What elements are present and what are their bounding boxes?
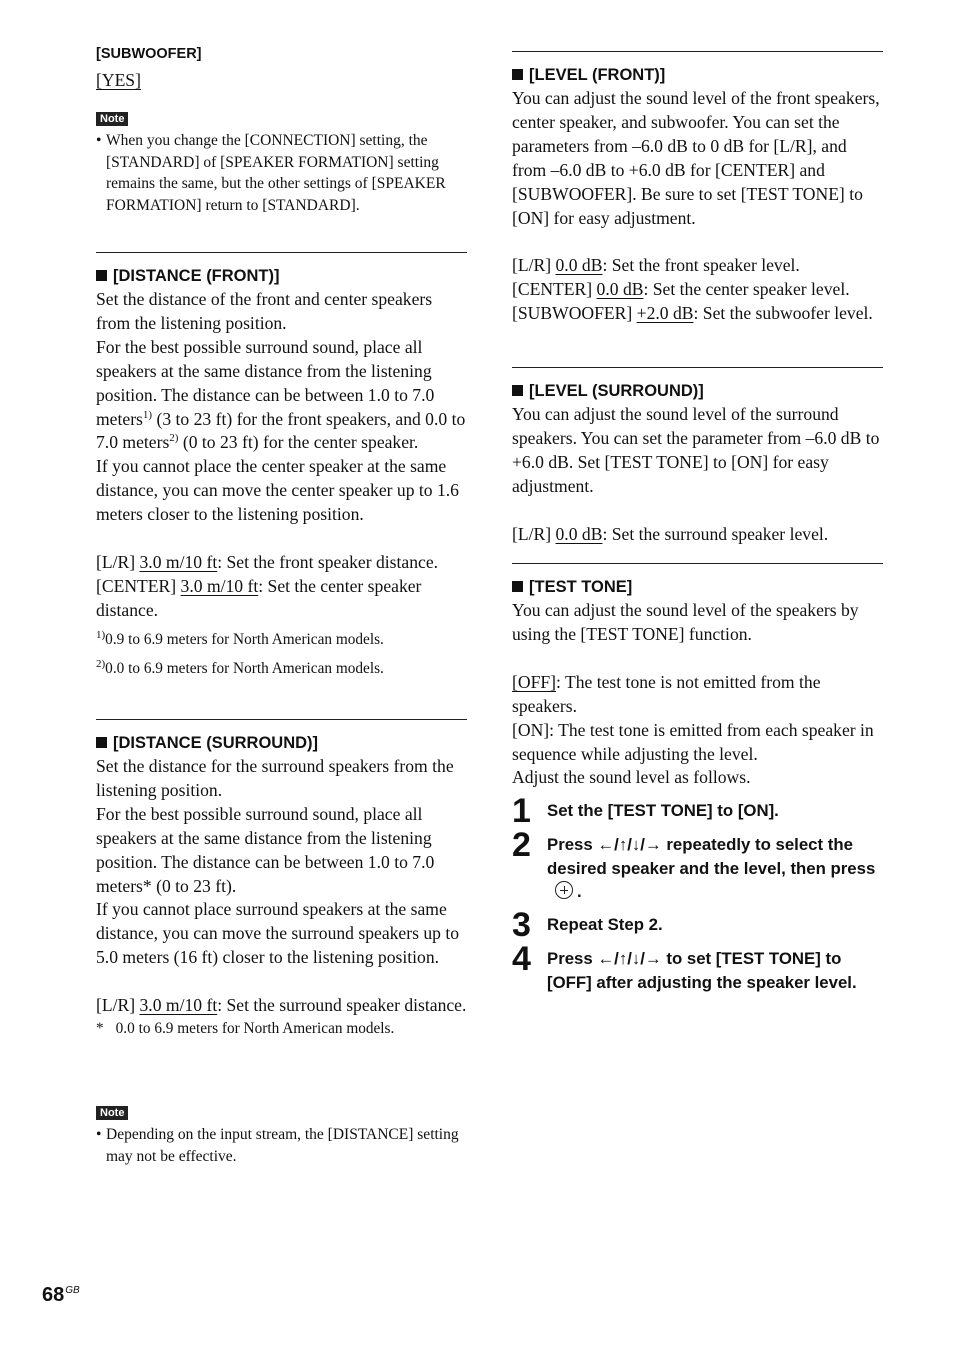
footnote-ref: 1) bbox=[142, 408, 153, 421]
page-number bbox=[42, 1284, 80, 1307]
paragraph: For the best possible surround sound, place all speakers at the same distance from the listening position. The distance can be between 1.0 to 7.0 meters* (0 to 23 ft). bbox=[96, 803, 435, 896]
setting-center bbox=[512, 278, 884, 302]
divider bbox=[512, 563, 883, 564]
setting-lr bbox=[96, 994, 468, 1018]
footnote-star bbox=[96, 1019, 468, 1039]
setting-label: [CENTER] bbox=[96, 575, 181, 596]
divider bbox=[96, 252, 467, 253]
distance-surround-body bbox=[96, 755, 468, 1018]
note-2-text: • Depending on the input stream, the [DISTANCE] setting may not be effective. bbox=[96, 1124, 468, 1167]
paragraph: Set the distance for the surround speakers from the listening position. bbox=[96, 756, 454, 800]
footnote-ref: 2) bbox=[169, 432, 179, 445]
setting-off bbox=[512, 671, 884, 719]
step-text: Set the [TEST TONE] to [ON]. bbox=[547, 801, 779, 820]
level-front-heading bbox=[512, 65, 884, 85]
subwoofer-value: [YES] bbox=[96, 70, 141, 90]
footnote-1 bbox=[96, 630, 468, 650]
paragraph: If you cannot place surround speakers at the same distance, you can move the surround speakers up to 5.0 meters (16 ft) closer to the listening position. bbox=[96, 899, 460, 968]
setting-center bbox=[96, 575, 468, 623]
default-value: 0.0 dB bbox=[555, 523, 603, 544]
text: For the best possible surround sound, place all speakers at the same distance from the listening position. The distance can be between 1.0 to 7.0 meters bbox=[96, 336, 435, 429]
setting-desc: : Set the surround speaker level. bbox=[602, 523, 829, 544]
setting-subwoofer bbox=[512, 302, 884, 326]
level-surround-heading bbox=[512, 381, 884, 401]
square-bullet-icon bbox=[96, 270, 107, 281]
divider bbox=[512, 367, 883, 368]
note-1-text: • When you change the [CONNECTION] setting, the [STANDARD] of [SPEAKER FORMATION] setting remains the same, but the other settings of [SPEAKER FORMATION] return to [STANDARD]. bbox=[96, 130, 468, 216]
default-value: 3.0 m/10 ft bbox=[180, 575, 259, 596]
step-number: 1 bbox=[512, 792, 531, 830]
divider bbox=[512, 51, 883, 52]
level-front-body bbox=[512, 87, 884, 326]
paragraph: You can adjust the sound level of the front speakers, center speaker, and subwoofer. You can set the parameters from –6.0 dB to 0 dB for [L/R], and from –6.0 dB to +6.0 dB for [CENTER] and [SUBWOOFER]. Be sure to set [TEST TONE] to [ON] for easy adjustment. bbox=[512, 88, 880, 228]
setting-desc: : Set the center speaker distance. bbox=[96, 575, 422, 620]
test-tone-section bbox=[512, 577, 884, 790]
divider bbox=[96, 719, 467, 720]
setting-label: [L/R] bbox=[512, 255, 556, 276]
step-number: 3 bbox=[512, 906, 531, 944]
step-3 bbox=[512, 906, 884, 944]
setting-label: [CENTER] bbox=[512, 279, 597, 300]
footnote-text: 0.9 to 6.9 meters for North American models. bbox=[105, 630, 384, 648]
text: (0 to 23 ft) for the center speaker. bbox=[178, 432, 419, 453]
distance-front-body bbox=[96, 288, 468, 623]
setting-label: [L/R] bbox=[96, 552, 140, 573]
subwoofer-section bbox=[96, 45, 468, 93]
step-number: 2 bbox=[512, 826, 531, 864]
note-2 bbox=[96, 1103, 468, 1167]
paragraph: Set the distance of the front and center speakers from the listening position. bbox=[96, 289, 433, 333]
step-text-suffix: . bbox=[577, 882, 582, 901]
footnote-mark: 1) bbox=[96, 628, 106, 641]
enter-button-icon bbox=[555, 881, 573, 899]
footnote-text: 0.0 to 6.9 meters for North American models. bbox=[105, 659, 384, 677]
heading-text: [TEST TONE] bbox=[529, 578, 633, 596]
setting-desc: : Set the surround speaker distance. bbox=[217, 995, 467, 1016]
text: (3 to 23 ft) for the front speakers, and 0.0 to 7.0 meters bbox=[96, 408, 466, 453]
level-surround-body bbox=[512, 403, 884, 547]
heading-text: [DISTANCE (FRONT)] bbox=[113, 267, 280, 285]
note-1 bbox=[96, 109, 468, 216]
setting-lr bbox=[96, 551, 468, 575]
heading-text: [LEVEL (SURROUND)] bbox=[529, 382, 704, 400]
footnote-text: 0.0 to 6.9 meters for North American models. bbox=[115, 1020, 395, 1038]
level-front-section bbox=[512, 65, 884, 326]
footnote-mark: * bbox=[96, 1020, 104, 1038]
setting-lr bbox=[512, 523, 884, 547]
distance-surround-section bbox=[96, 733, 468, 1039]
step-text-main: Press ←/↑/↓/→ repeatedly to select the desired speaker and the level, then press bbox=[547, 835, 876, 878]
footnote-2 bbox=[96, 659, 468, 679]
default-value: 3.0 m/10 ft bbox=[139, 552, 218, 573]
square-bullet-icon bbox=[96, 737, 107, 748]
heading-text: [DISTANCE (SURROUND)] bbox=[113, 734, 319, 752]
setting-label: [L/R] bbox=[96, 995, 140, 1016]
step-text bbox=[547, 833, 884, 904]
paragraph: You can adjust the sound level of the speakers by using the [TEST TONE] function. bbox=[512, 600, 859, 644]
setting-desc: : The test tone is not emitted from the speakers. bbox=[512, 671, 821, 716]
paragraph: If you cannot place the center speaker at the same distance, you can move the center speaker up to 1.6 meters closer to the listening position. bbox=[96, 456, 459, 525]
setting-desc: : Set the front speaker distance. bbox=[217, 552, 439, 573]
setting-on: [ON]: The test tone is emitted from each speaker in sequence while adjusting the level. bbox=[512, 719, 874, 764]
step-number: 4 bbox=[512, 940, 531, 978]
step-text: Repeat Step 2. bbox=[547, 915, 663, 934]
distance-front-section bbox=[96, 266, 468, 679]
default-value: 0.0 dB bbox=[555, 255, 603, 276]
setting-label: [L/R] bbox=[512, 523, 556, 544]
square-bullet-icon bbox=[512, 581, 523, 592]
note-badge: Note bbox=[96, 1106, 128, 1120]
test-tone-heading bbox=[512, 577, 884, 597]
step-1 bbox=[512, 792, 884, 830]
page-number-suffix: GB bbox=[65, 1285, 80, 1296]
paragraph: You can adjust the sound level of the surround speakers. You can set the parameter from –6.0 dB to +6.0 dB. Set [TEST TONE] to [ON] for easy adjustment. bbox=[512, 404, 880, 496]
footnote-mark: 2) bbox=[96, 657, 106, 670]
setting-desc: : Set the center speaker level. bbox=[643, 279, 850, 300]
step-4 bbox=[512, 940, 884, 994]
paragraph: Adjust the sound level as follows. bbox=[512, 767, 751, 788]
step-text: Press ←/↑/↓/→ to set [TEST TONE] to [OFF] after adjusting the speaker level. bbox=[547, 949, 857, 992]
setting-lr bbox=[512, 254, 884, 278]
test-tone-body bbox=[512, 599, 884, 790]
step-2 bbox=[512, 826, 884, 904]
page-number-value: 68 bbox=[42, 1284, 65, 1306]
default-value: [OFF] bbox=[512, 671, 556, 692]
heading-text: [LEVEL (FRONT)] bbox=[529, 66, 666, 84]
setting-desc: : Set the subwoofer level. bbox=[693, 303, 873, 324]
setting-desc: : Set the front speaker level. bbox=[602, 255, 800, 276]
square-bullet-icon bbox=[512, 69, 523, 80]
distance-front-heading bbox=[96, 266, 468, 286]
default-value: +2.0 dB bbox=[636, 303, 694, 324]
subwoofer-heading: [SUBWOOFER] bbox=[96, 46, 202, 62]
level-surround-section bbox=[512, 381, 884, 547]
square-bullet-icon bbox=[512, 385, 523, 396]
paragraph bbox=[96, 336, 468, 456]
default-value: 0.0 dB bbox=[596, 279, 644, 300]
default-value: 3.0 m/10 ft bbox=[139, 995, 218, 1016]
distance-surround-heading bbox=[96, 733, 468, 753]
note-badge: Note bbox=[96, 112, 128, 126]
setting-label: [SUBWOOFER] bbox=[512, 303, 637, 324]
